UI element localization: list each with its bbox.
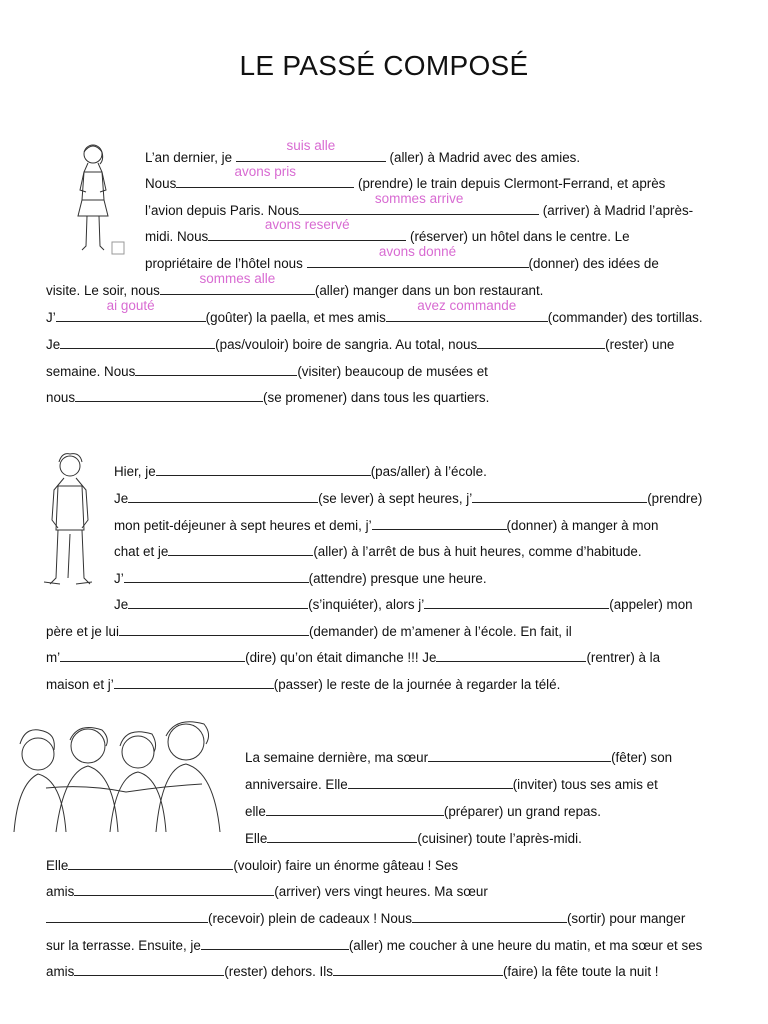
answer-blank[interactable]: [114, 675, 274, 689]
sentence-text: (commander) des tortillas.: [547, 310, 703, 325]
answer-blank[interactable]: [156, 462, 371, 476]
sentence-text: (attendre) presque une heure.: [308, 571, 487, 586]
sentence-text: (donner) des idées de: [528, 256, 659, 271]
sentence-text: (faire) la fête toute la nuit !: [502, 964, 659, 979]
exercise-line: [245, 829, 582, 848]
answer-blank[interactable]: [299, 191, 539, 215]
answer-blank[interactable]: [135, 362, 297, 376]
exercise-line: [46, 648, 660, 667]
sentence-text: J’: [46, 310, 56, 325]
sentence-text: propriétaire de l’hôtel nous: [145, 256, 307, 271]
sentence-text: (sortir) pour manger: [566, 911, 686, 926]
answer-blank[interactable]: [60, 335, 215, 349]
handwritten-answer: sommes arrive: [374, 191, 464, 206]
handwritten-answer: sommes alle: [199, 271, 276, 286]
answer-blank[interactable]: [428, 748, 611, 762]
answer-blank[interactable]: [436, 648, 586, 662]
sentence-text: (demander) de m’amener à l’école. En fait, il: [308, 624, 572, 639]
exercise-line: [114, 595, 693, 614]
sentence-text: (se promener) dans tous les quartiers.: [263, 390, 490, 405]
sentence-text: (dire) qu’on était dimanche !!! Je: [245, 650, 437, 665]
handwritten-answer: avez commande: [417, 298, 517, 313]
sentence-text: (donner) à manger à mon: [506, 518, 659, 533]
answer-blank[interactable]: [56, 298, 206, 322]
sentence-text: mon petit-déjeuner à sept heures et demi, j’: [114, 518, 372, 533]
answer-blank[interactable]: [46, 909, 208, 923]
friends-group-icon: [6, 714, 228, 834]
sentence-text: (fêter) son: [611, 750, 673, 765]
sentence-text: Je: [114, 597, 129, 612]
exercise-line: [114, 516, 658, 535]
handwritten-answer: avons donné: [378, 244, 457, 259]
sentence-text: Elle: [46, 858, 69, 873]
sentence-text: (pas/aller) à l’école.: [370, 464, 487, 479]
answer-blank[interactable]: [307, 244, 529, 268]
answer-blank[interactable]: [386, 298, 548, 322]
answer-blank[interactable]: [472, 489, 647, 503]
sentence-text: (appeler) mon: [609, 597, 693, 612]
answer-blank[interactable]: [128, 489, 318, 503]
girl-icon: [60, 138, 126, 258]
sentence-text: (rentrer) à la: [586, 650, 661, 665]
answer-blank[interactable]: [60, 648, 245, 662]
sentence-text: (goûter) la paella, et mes amis: [205, 310, 386, 325]
answer-blank[interactable]: [267, 829, 417, 843]
sentence-text: amis: [46, 884, 75, 899]
sentence-text: amis: [46, 964, 75, 979]
answer-blank[interactable]: [266, 802, 444, 816]
sentence-text: (aller) à Madrid avec des amies.: [385, 150, 581, 165]
sentence-text: (pas/vouloir) boire de sangria. Au total, nous: [215, 337, 478, 352]
answer-blank[interactable]: [372, 516, 507, 530]
answer-blank[interactable]: [124, 569, 309, 583]
answer-blank[interactable]: [333, 962, 503, 976]
sentence-text: (passer) le reste de la journée à regarder la télé.: [273, 677, 561, 692]
sentence-text: semaine. Nous: [46, 364, 136, 379]
answer-blank[interactable]: [208, 217, 406, 241]
sentence-text: (vouloir) faire un énorme gâteau ! Ses: [233, 858, 459, 873]
sentence-text: Elle: [245, 831, 268, 846]
exercise-line: [114, 489, 702, 508]
boy-icon: [40, 450, 100, 590]
sentence-text: (aller) me coucher à une heure du matin, et ma sœur et ses: [348, 938, 703, 953]
answer-blank[interactable]: [75, 388, 263, 402]
sentence-text: maison et j’: [46, 677, 114, 692]
sentence-text: (inviter) tous ses amis et: [512, 777, 658, 792]
answer-blank[interactable]: [74, 962, 224, 976]
sentence-text: (se lever) à sept heures, j’: [318, 491, 473, 506]
sentence-text: (rester) une: [605, 337, 675, 352]
sentence-text: (cuisiner) toute l’après-midi.: [417, 831, 582, 846]
answer-blank[interactable]: [128, 595, 308, 609]
exercise-line: [46, 388, 489, 407]
exercise-line: [46, 362, 488, 381]
exercise-line: [245, 802, 601, 821]
sentence-text: père et je lui: [46, 624, 119, 639]
answer-blank[interactable]: [412, 909, 567, 923]
sentence-text: (visiter) beaucoup de musées et: [297, 364, 488, 379]
sentence-text: visite. Le soir, nous: [46, 283, 160, 298]
handwritten-answer: suis alle: [286, 138, 336, 153]
answer-blank[interactable]: [424, 595, 609, 609]
exercise-line: [46, 882, 488, 901]
exercise-line: [46, 298, 703, 327]
answer-blank[interactable]: [68, 856, 233, 870]
sentence-text: l’avion depuis Paris. Nous: [145, 203, 300, 218]
sentence-text: m’: [46, 650, 61, 665]
answer-blank[interactable]: [119, 622, 309, 636]
answer-blank[interactable]: [348, 775, 513, 789]
handwritten-answer: avons pris: [234, 164, 297, 179]
exercise-line: [114, 462, 487, 481]
exercise-line: [46, 962, 659, 981]
exercise-line: [46, 936, 702, 955]
sentence-text: L’an dernier, je: [145, 150, 236, 165]
sentence-text: nous: [46, 390, 76, 405]
answer-blank[interactable]: [168, 542, 313, 556]
exercise-line: [245, 748, 672, 767]
sentence-text: chat et je: [114, 544, 169, 559]
answer-blank[interactable]: [201, 936, 349, 950]
handwritten-answer: ai gouté: [106, 298, 155, 313]
exercise-line: [46, 675, 560, 694]
answer-blank[interactable]: [74, 882, 274, 896]
sentence-text: (arriver) vers vingt heures. Ma sœur: [274, 884, 488, 899]
sentence-text: (prendre) le train depuis Clermont-Ferrand, et après: [354, 176, 666, 191]
sentence-text: Je: [114, 491, 129, 506]
sentence-text: (prendre): [647, 491, 703, 506]
sentence-text: elle: [245, 804, 266, 819]
sentence-text: sur la terrasse. Ensuite, je: [46, 938, 201, 953]
sentence-text: Je: [46, 337, 61, 352]
sentence-text: La semaine dernière, ma sœur: [245, 750, 429, 765]
exercise-line: [46, 856, 458, 875]
sentence-text: midi. Nous: [145, 229, 209, 244]
answer-blank[interactable]: [477, 335, 605, 349]
sentence-text: (arriver) à Madrid l’après-: [539, 203, 694, 218]
exercise-line: [114, 569, 487, 588]
sentence-text: (s’inquiéter), alors j’: [308, 597, 425, 612]
sentence-text: (rester) dehors. Ils: [224, 964, 333, 979]
exercise-line: [46, 335, 674, 354]
handwritten-answer: avons reservé: [264, 217, 350, 232]
exercise-line: [114, 542, 642, 561]
sentence-text: (aller) à l’arrêt de bus à huit heures, comme d’habitude.: [313, 544, 642, 559]
answer-blank[interactable]: [236, 138, 386, 162]
exercise-line: [245, 775, 658, 794]
exercise-line: [46, 622, 572, 641]
page-title: LE PASSÉ COMPOSÉ: [239, 50, 529, 81]
sentence-text: (recevoir) plein de cadeaux ! Nous: [208, 911, 412, 926]
sentence-text: J’: [114, 571, 124, 586]
answer-blank[interactable]: [160, 271, 315, 295]
answer-blank[interactable]: [176, 164, 354, 188]
sentence-text: (réserver) un hôtel dans le centre. Le: [406, 229, 630, 244]
sentence-text: Hier, je: [114, 464, 156, 479]
exercise-line: [46, 909, 685, 928]
sentence-text: (préparer) un grand repas.: [443, 804, 601, 819]
sentence-text: Nous: [145, 176, 177, 191]
sentence-text: (aller) manger dans un bon restaurant.: [314, 283, 544, 298]
sentence-text: anniversaire. Elle: [245, 777, 348, 792]
